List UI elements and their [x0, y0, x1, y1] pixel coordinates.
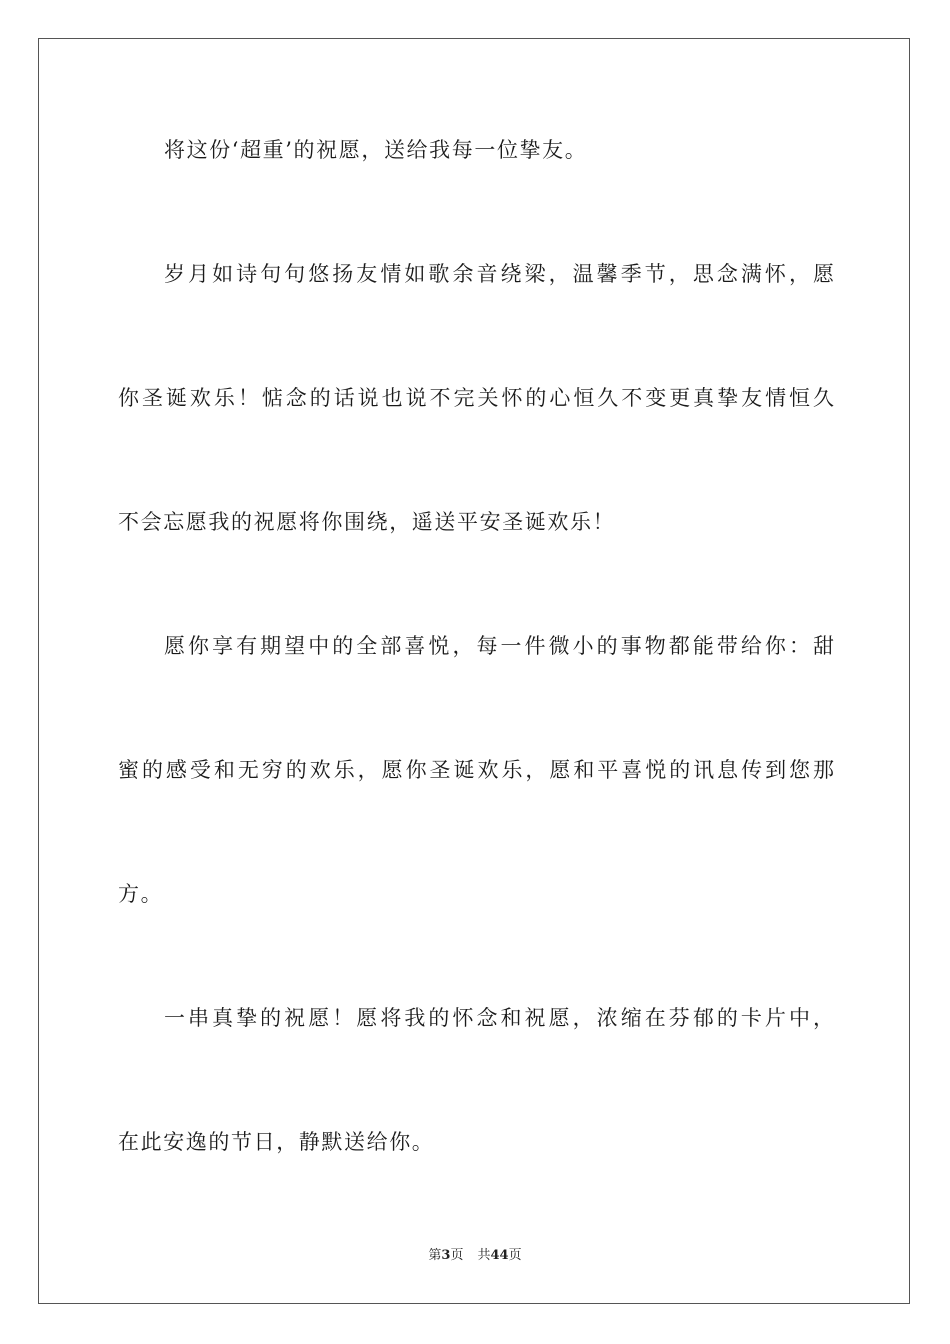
page-footer	[0, 1247, 950, 1265]
paragraph-line: 不会忘愿我的祝愿将你围绕，遥送平安圣诞欢乐！	[118, 510, 616, 534]
page-border	[38, 38, 910, 1304]
paragraph-line: 岁月如诗句句悠扬友情如歌余音绕梁，温馨季节，思念满怀，愿	[164, 262, 834, 286]
paragraph-line: 方。	[118, 882, 164, 906]
page-number: 第3页	[428, 1248, 464, 1263]
page-total: 共44页	[477, 1248, 522, 1263]
paragraph-line: 将这份‘超重’的祝愿，送给我每一位挚友。	[164, 138, 588, 162]
paragraph-line: 你圣诞欢乐！惦念的话说也说不完关怀的心恒久不变更真挚友情恒久	[118, 386, 834, 410]
paragraph-line: 愿你享有期望中的全部喜悦，每一件微小的事物都能带给你：甜	[164, 634, 834, 658]
paragraph-line: 在此安逸的节日，静默送给你。	[118, 1130, 435, 1154]
paragraph-line: 一串真挚的祝愿！愿将我的怀念和祝愿，浓缩在芬郁的卡片中，	[164, 1006, 834, 1030]
paragraph-line: 蜜的感受和无穷的欢乐，愿你圣诞欢乐，愿和平喜悦的讯息传到您那	[118, 758, 834, 782]
